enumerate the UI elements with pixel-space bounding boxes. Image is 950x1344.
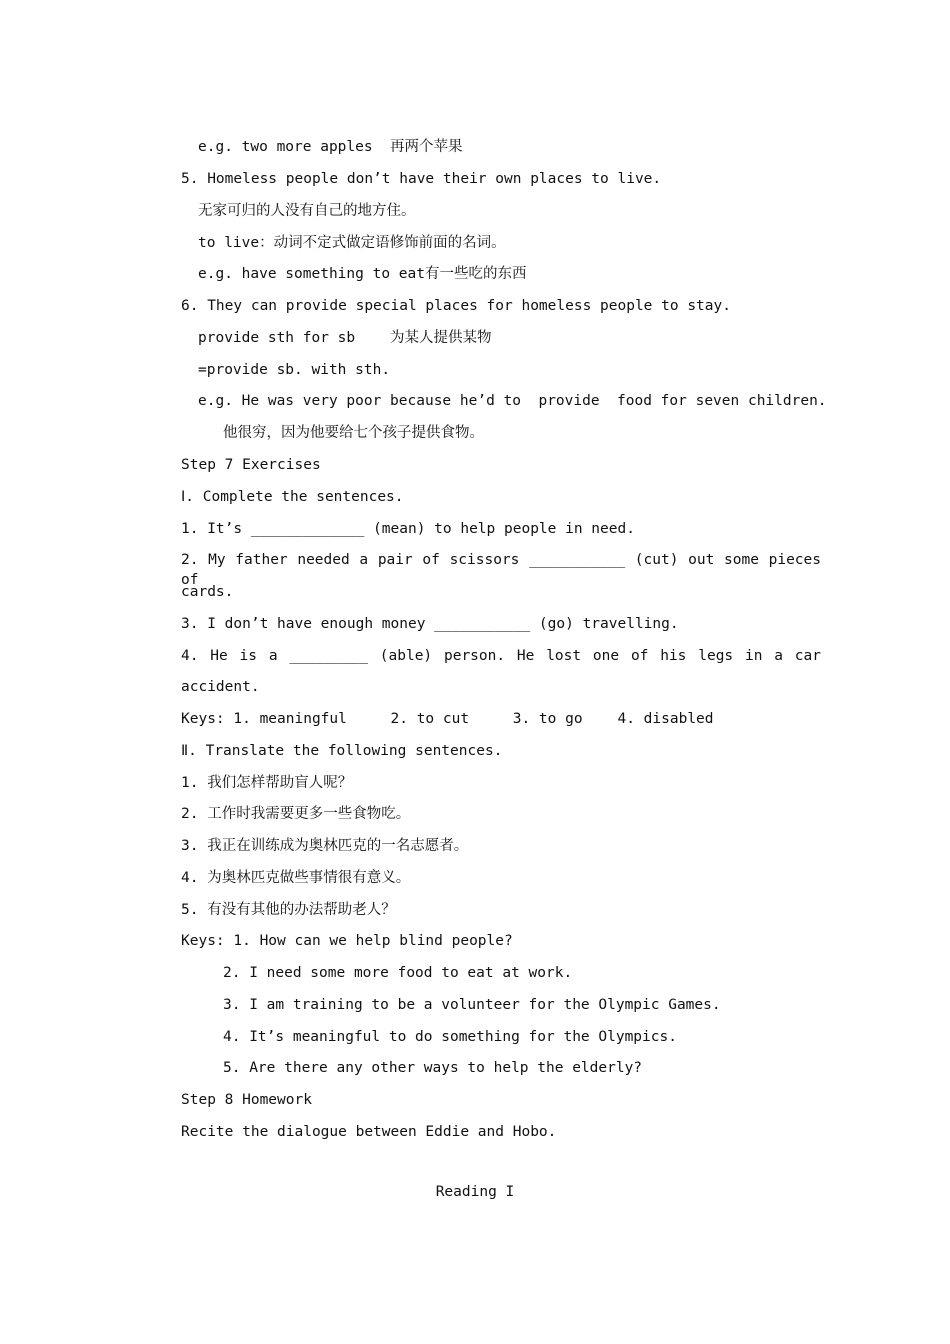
exercise-2-key-3: 3. I am training to be a volunteer for the Olympic Games. — [223, 997, 721, 1013]
exercise-1-keys: Keys: 1. meaningful 2. to cut 3. to go 4. disabled — [181, 711, 714, 727]
exercise-1-item-1: 1. It’s _____________ (mean) to help people in need. — [181, 521, 635, 537]
exercise-1-item-4: 4. He is a _________ (able) person. He lost one of his legs in a car — [181, 648, 821, 664]
exercise-1-item-2: 2. My father needed a pair of scissors ___________ (cut) out some pieces of — [181, 552, 821, 588]
exercise-2-keys: Keys: 1. How can we help blind people? — [181, 933, 513, 949]
exercise-2-item-1: 1. 我们怎样帮助盲人呢？ — [181, 775, 353, 791]
note-6-example: e.g. He was very poor because he’d to provide food for seven children. — [198, 393, 827, 409]
exercise-2-key-2: 2. I need some more food to eat at work. — [223, 965, 573, 981]
step-8-heading: Step 8 Homework — [181, 1092, 312, 1108]
note-6-phrase: provide sth for sb 为某人提供某物 — [198, 330, 492, 346]
exercise-2-item-5: 5. 有没有其他的办法帮助老人？ — [181, 902, 396, 918]
homework-text: Recite the dialogue between Eddie and Hobo. — [181, 1124, 557, 1140]
exercise-2-item-3: 3. 我正在训练成为奥林匹克的一名志愿者。 — [181, 838, 469, 854]
exercise-2-key-5: 5. Are there any other ways to help the elderly? — [223, 1060, 643, 1076]
note-5-translation: 无家可归的人没有自己的地方住。 — [198, 203, 416, 219]
note-6-provide: 6. They can provide special places for homeless people to stay. — [181, 298, 731, 314]
note-5-homeless: 5. Homeless people don’t have their own places to live. — [181, 171, 662, 187]
note-5-example: e.g. have something to eat有一些吃的东西 — [198, 266, 527, 282]
step-7-heading: Step 7 Exercises — [181, 457, 321, 473]
exercise-2-heading: Ⅱ. Translate the following sentences. — [181, 743, 503, 759]
exercise-1-item-2-cont: cards. — [181, 584, 234, 600]
exercise-2-key-4: 4. It’s meaningful to do something for the Olympics. — [223, 1029, 677, 1045]
exercise-2-item-2: 2. 工作时我需要更多一些食物吃。 — [181, 806, 411, 822]
page-footer: Reading I — [435, 1184, 515, 1200]
exercise-1-item-3: 3. I don’t have enough money ___________ (go) travelling. — [181, 616, 679, 632]
note-6-phrase-alt: =provide sb. with sth. — [198, 362, 391, 378]
exercise-2-item-4: 4. 为奥林匹克做些事情很有意义。 — [181, 870, 411, 886]
exercise-1-heading: Ⅰ. Complete the sentences. — [181, 489, 404, 505]
note-5-explanation: to live：动词不定式做定语修饰前面的名词。 — [198, 235, 506, 251]
note-6-example-translation: 他很穷，因为他要给七个孩子提供食物。 — [223, 425, 484, 441]
exercise-1-item-4-cont: accident. — [181, 679, 260, 695]
example-two-more-apples: e.g. two more apples 再两个苹果 — [198, 139, 463, 155]
